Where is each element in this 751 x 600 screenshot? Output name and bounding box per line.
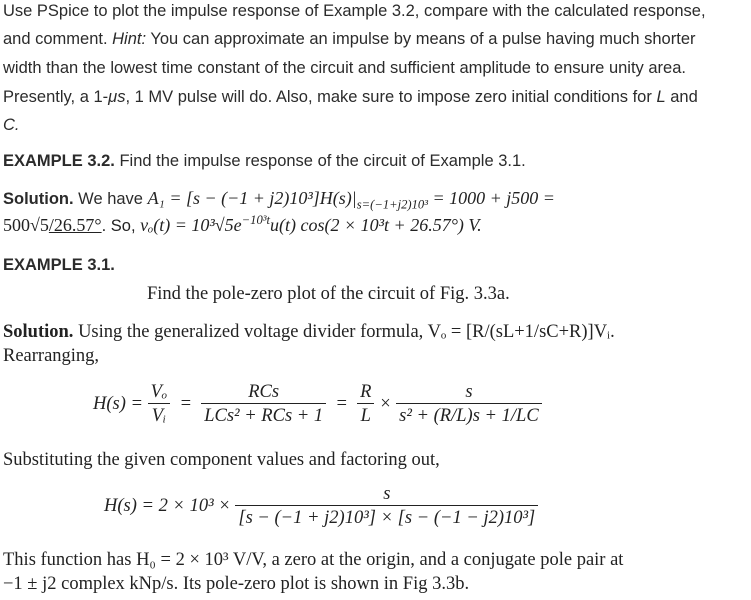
conclusion-line-1: This function has H₀ = 2 × 10³ V/V, a zero at the origin, and a conjugate pole pair at <box>3 550 624 570</box>
problem-line-1: Use PSpice to plot the impulse response of Example 3.2, compare with the calculated response, <box>3 2 706 20</box>
solution-text: . So, <box>101 217 141 235</box>
hint-label: Hint: <box>112 30 147 48</box>
fraction-vo-vi: $\frac{\text{Vₒ}}{\text{Vᵢ}}$ <box>148 382 171 427</box>
problem-text: You can approximate an impulse by means of a pulse having much shorter <box>146 30 696 48</box>
fraction-r-l: $\frac{R}{L}$ <box>357 382 374 427</box>
problem-line-5 <box>3 116 20 135</box>
fraction-factored: $\frac{s}{\text{[s − (−1 + j2)10³] × [s − (−1 − j2)10³]}}$ <box>235 484 538 529</box>
problem-text: and <box>665 88 698 106</box>
transfer-function-equation <box>93 382 542 427</box>
example-3-1-heading-line <box>3 256 115 275</box>
problem-line-2 <box>3 30 696 49</box>
example-3-1-solution-line <box>3 322 615 343</box>
example-3-2-task: Find the impulse response of the circuit of Example 3.1. <box>114 152 526 170</box>
problem-text: Presently, a 1- <box>3 88 109 106</box>
substituting-text: Substituting the given component values and factoring out, <box>3 450 440 470</box>
fraction-rcs: $\frac{\text{RCs}}{\text{LCs² + RCs + 1}}$ <box>201 382 326 427</box>
example-3-1-heading: EXAMPLE 3.1. <box>3 256 115 274</box>
solution-text: We have <box>73 190 148 208</box>
fraction-s-quadratic: $\frac{s}{\text{s² + (R/L)s + 1/LC}}$ <box>396 382 541 427</box>
example-3-2-solution-line-2 <box>3 215 482 236</box>
solution-label: Solution. <box>3 190 74 208</box>
example-3-2-solution-line-1 <box>3 188 555 212</box>
symbol-C: C. <box>3 116 20 134</box>
solution-text: Using the generalized voltage divider formula, Vₒ = [R/(sL+1/sC+R)]Vᵢ. <box>73 322 615 342</box>
example-3-1-task: Find the pole-zero plot of the circuit of Fig. 3.3a. <box>147 284 510 304</box>
equation-A1: $A_1 = [s - (-1 + j2)10^3]H(s)|_{s=(-1+j2)10^3} = 1000 + j500$ = <box>147 188 555 212</box>
conclusion-line-2: −1 ± j2 complex kNp/s. Its pole-zero plot is shown in Fig 3.3b. <box>3 574 470 594</box>
equation-magnitude: 500√5 <box>3 215 49 235</box>
example-3-2-heading: EXAMPLE 3.2. <box>3 152 115 170</box>
unit-mu: μs <box>108 88 126 106</box>
symbol-L: L <box>656 88 666 106</box>
problem-text: and comment. <box>3 30 113 48</box>
example-3-2-heading-line <box>3 152 526 171</box>
factored-transfer-function <box>104 484 538 529</box>
equals-sign: = <box>330 393 353 414</box>
equals-sign: = <box>174 393 197 414</box>
problem-text: , 1 MV pulse will do. Also, make sure to impose zero initial conditions for <box>125 88 657 106</box>
equation-vo: $v_o(t) = 10^3√5e^{-10^3t}u(t) \cos(2 \times 10^3t + 26.57^\circ)$ V. <box>140 213 482 235</box>
problem-line-4 <box>3 88 698 107</box>
problem-line-3: width than the lowest time constant of the circuit and sufficient amplitude to ensure unity area. <box>3 59 686 77</box>
equation-lhs: H(s) = <box>93 393 143 414</box>
rearranging-text: Rearranging, <box>3 346 100 366</box>
solution-label: Solution. <box>3 322 74 342</box>
equation-lhs: H(s) = 2 × 10³ × <box>104 495 231 516</box>
equation-angle: /26.57° <box>48 215 102 235</box>
times-sign: × <box>379 393 392 414</box>
